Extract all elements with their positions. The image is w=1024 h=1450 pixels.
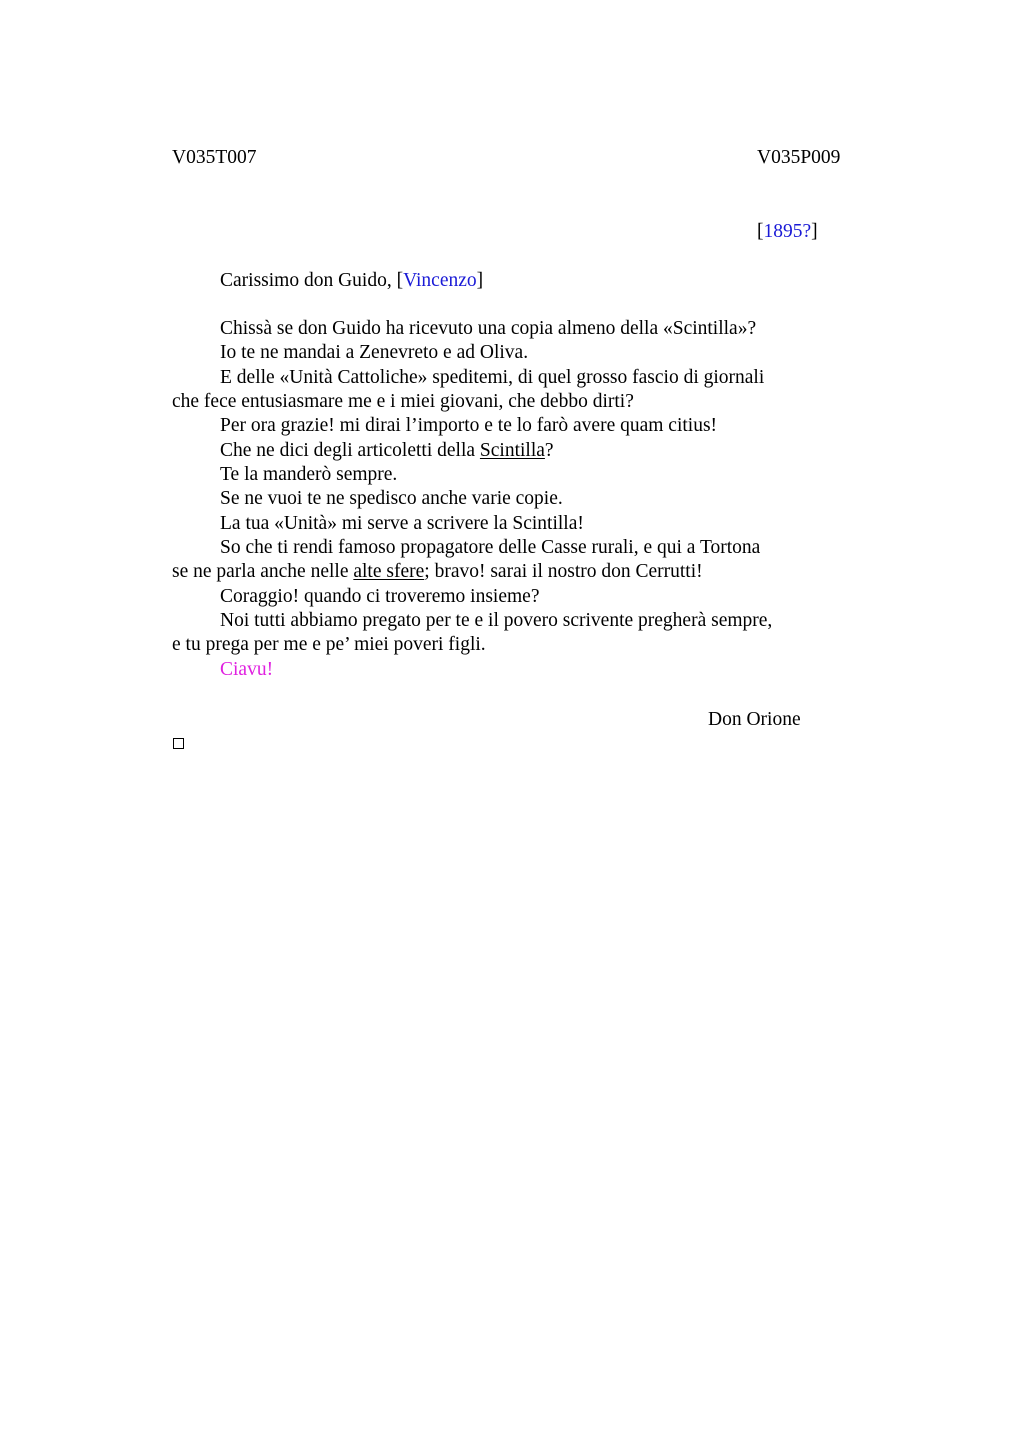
letter-closing: Ciavu! <box>220 658 274 680</box>
underlined-phrase: alte sfere <box>353 561 425 583</box>
body-line: E delle «Unità Cattoliche» speditemi, di quel grosso fascio di giornali <box>220 366 765 388</box>
body-line <box>172 560 832 584</box>
underlined-title-scintilla: Scintilla <box>479 439 545 461</box>
square-outline-icon <box>173 738 184 749</box>
body-text: se ne parla anche nelle <box>172 561 354 583</box>
body-line: Noi tutti abbiamo pregato per te e il povero scrivente pregherà sempre, <box>220 610 773 632</box>
date-close-bracket: ] <box>811 221 818 242</box>
date-value: 1895? <box>763 221 812 242</box>
document-code-right: V035P009 <box>757 147 841 168</box>
body-text: ; bravo! sarai il nostro don Cerrutti! <box>424 561 703 583</box>
letter-body <box>172 317 832 682</box>
date-open-bracket: [ <box>757 221 764 242</box>
salutation-text: Carissimo don Guido, <box>220 270 397 291</box>
salutation-open-bracket: [ <box>396 270 404 291</box>
body-line: Se ne vuoi te ne spedisco anche varie copie. <box>220 488 563 510</box>
body-line: che fece entusiasmare me e i miei giovani, che debbo dirti? <box>172 391 634 413</box>
body-text: ? <box>544 439 554 461</box>
body-line: Io te ne mandai a Zenevreto e ad Oliva. <box>220 342 529 364</box>
document-code-left: V035T007 <box>172 147 257 168</box>
body-line: So che ti rendi famoso propagatore delle Casse rurali, e qui a Tortona <box>220 537 761 559</box>
letter-salutation <box>220 269 483 293</box>
body-line: Te la manderò sempre. <box>220 464 398 486</box>
letter-date <box>757 220 818 244</box>
body-line: Coraggio! quando ci troveremo insieme? <box>220 585 540 607</box>
body-line: e tu prega per me e pe’ miei poveri figli. <box>172 634 486 656</box>
body-text: Che ne dici degli articoletti della <box>220 439 480 461</box>
body-line: Chissà se don Guido ha ricevuto una copia almeno della «Scintilla»? <box>220 318 757 339</box>
body-line <box>172 439 832 463</box>
salutation-name: Vincenzo <box>403 270 477 291</box>
salutation-close-bracket: ] <box>476 270 484 291</box>
letter-signature: Don Orione <box>708 709 801 730</box>
body-line: Per ora grazie! mi dirai l’importo e te lo farò avere quam citius! <box>220 415 718 437</box>
body-line: La tua «Unità» mi serve a scrivere la Scintilla! <box>220 512 584 534</box>
